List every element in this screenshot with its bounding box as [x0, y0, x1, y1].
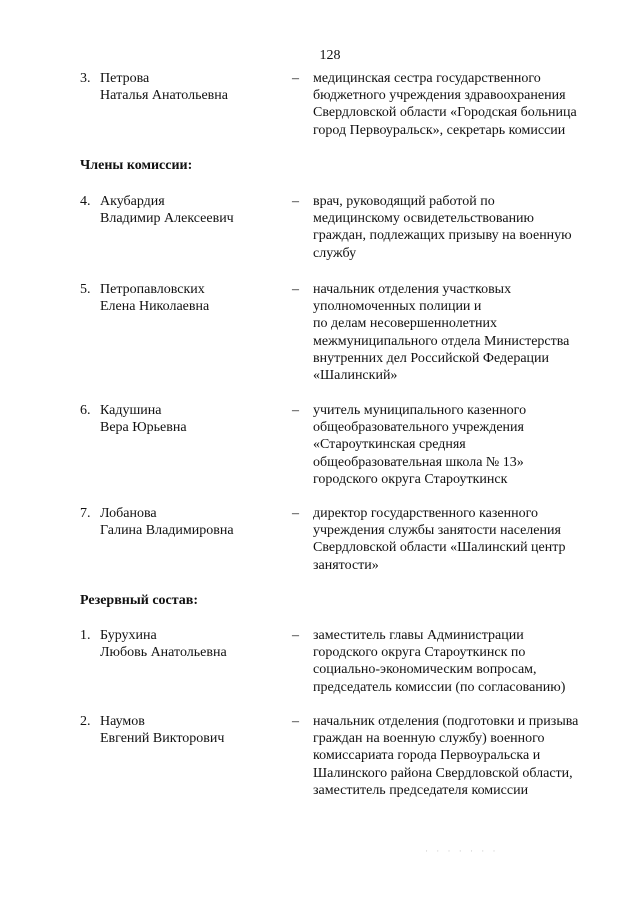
scan-artifact: · · · · · · ·	[425, 846, 499, 856]
given-names: Галина Владимировна	[100, 523, 234, 539]
given-names: Елена Николаевна	[100, 299, 210, 315]
role-description: медицинская сестра государственного бюджетного учреждения здравоохранения Свердловской области «Городская больница город Первоуральск», секретарь комиссии	[313, 71, 577, 138]
role-description: заместитель главы Администрации городского округа Староуткинск по социально-экономическим вопросам, председатель комиссии (по согласованию)	[313, 628, 566, 695]
given-names: Владимир Алексеевич	[100, 211, 234, 227]
given-names: Вера Юрьевна	[100, 420, 187, 436]
item-number: 7.	[80, 506, 91, 521]
page-number: 128	[319, 48, 341, 63]
person-name	[100, 193, 280, 227]
surname: Кадушина	[100, 403, 162, 418]
dash: –	[292, 714, 299, 729]
person-name	[100, 505, 280, 539]
item-number: 3.	[80, 71, 91, 86]
dash: –	[292, 403, 299, 418]
dash: –	[292, 628, 299, 643]
person-name	[100, 281, 280, 315]
item-number: 5.	[80, 282, 91, 297]
person-name	[100, 402, 280, 436]
reserve-heading: Резервный состав:	[80, 593, 199, 608]
dash: –	[292, 506, 299, 521]
given-names: Наталья Анатольевна	[100, 88, 229, 104]
item-number: 4.	[80, 194, 91, 209]
role-description: начальник отделения (подготовки и призыва граждан на военную службу) военного комиссариата города Первоуральска и Шалинского района Свердловской области, заместитель председателя комиссии	[313, 714, 579, 798]
person-name	[100, 70, 280, 104]
dash: –	[292, 194, 299, 209]
given-names: Евгений Викторович	[100, 731, 225, 747]
person-name	[100, 627, 280, 661]
surname: Акубардия	[100, 194, 165, 209]
dash: –	[292, 71, 299, 86]
given-names: Любовь Анатольевна	[100, 645, 227, 661]
surname: Бурухина	[100, 628, 157, 643]
role-description: учитель муниципального казенного общеобразовательного учреждения «Староуткинская средняя общеобразовательная школа № 13» городского округа Староуткинск	[313, 403, 527, 487]
surname: Лобанова	[100, 506, 157, 521]
role-description: врач, руководящий работой по медицинскому освидетельствованию граждан, подлежащих призыву на военную службу	[313, 194, 572, 261]
person-name	[100, 713, 280, 747]
role-description: директор государственного казенного учреждения службы занятости населения Свердловской области «Шалинский центр занятости»	[313, 506, 566, 573]
dash: –	[292, 282, 299, 297]
item-number: 2.	[80, 714, 91, 729]
members-heading: Члены комиссии:	[80, 158, 193, 173]
item-number: 1.	[80, 628, 91, 643]
item-number: 6.	[80, 403, 91, 418]
surname: Петропавловских	[100, 282, 205, 297]
role-description: начальник отделения участковых уполномоченных полиции и по делам несовершеннолетних межмуниципального отдела Министерства внутренних дел Российской Федерации «Шалинский»	[313, 282, 570, 384]
surname: Петрова	[100, 71, 150, 86]
surname: Наумов	[100, 714, 145, 729]
